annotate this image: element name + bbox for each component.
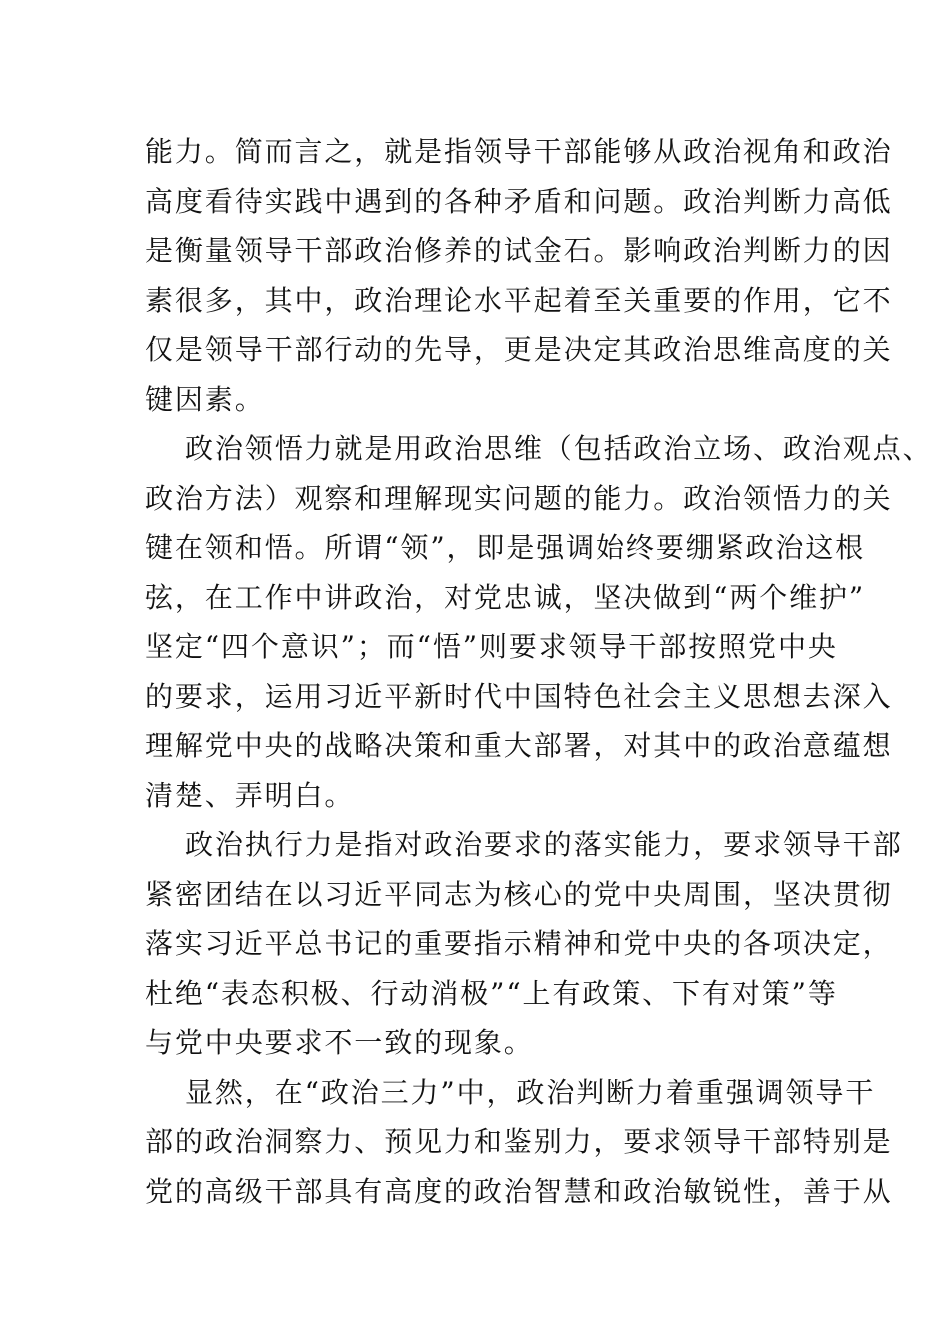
- paragraph: [145, 127, 893, 424]
- paragraph: [145, 1068, 893, 1217]
- text-line: 素很多，其中，政治理论水平起着至关重要的作用，它不: [145, 283, 893, 317]
- text-line: 是衡量领导干部政治修养的试金石。影响政治判断力的因: [145, 234, 893, 267]
- text-line: 理解党中央的战略决策和重大部署，对其中的政治意蕴想: [145, 729, 893, 762]
- paragraph: [145, 820, 903, 1068]
- document-body: [145, 127, 933, 1216]
- text-line: 的要求，运用习近平新时代中国特色社会主义思想去深入: [145, 679, 893, 713]
- text-line: 与党中央要求不一致的现象。: [145, 1026, 534, 1059]
- text-line: 政治执行力是指对政治要求的落实能力，要求领导干部: [185, 828, 903, 861]
- text-line: 弦，在工作中讲政治，对党忠诚，坚决做到“两个维护”: [145, 580, 866, 614]
- text-line: 落实习近平总书记的重要指示精神和党中央的各项决定，: [145, 927, 893, 960]
- text-line: 键因素。: [145, 382, 265, 416]
- text-line: 政治领悟力就是用政治思维（包括政治立场、政治观点、: [185, 432, 933, 465]
- text-line: 能力。简而言之，就是指领导干部能够从政治视角和政治: [145, 135, 893, 168]
- text-line: 高度看待实践中遇到的各种矛盾和问题。政治判断力高低: [145, 184, 893, 218]
- text-line: 键在领和悟。所谓“领”，即是强调始终要绷紧政治这根: [145, 531, 866, 564]
- text-line: 清楚、弄明白。: [145, 778, 355, 812]
- text-line: 党的高级干部具有高度的政治智慧和政治敏锐性，善于从: [145, 1174, 893, 1208]
- text-line: 部的政治洞察力、预见力和鉴别力，要求领导干部特别是: [145, 1125, 893, 1158]
- text-line: 杜绝“表态积极、行动消极”“上有政策、下有对策”等: [145, 976, 838, 1010]
- text-line: 坚定“四个意识”；而“悟”则要求领导干部按照党中央: [145, 630, 838, 663]
- paragraph: [145, 424, 933, 820]
- text-line: 政治方法）观察和理解现实问题的能力。政治领悟力的关: [145, 481, 893, 515]
- text-line: 显然，在“政治三力”中，政治判断力着重强调领导干: [185, 1075, 876, 1109]
- text-line: 仅是领导干部行动的先导，更是决定其政治思维高度的关: [145, 333, 893, 366]
- text-line: 紧密团结在以习近平同志为核心的党中央周围，坚决贯彻: [145, 877, 893, 911]
